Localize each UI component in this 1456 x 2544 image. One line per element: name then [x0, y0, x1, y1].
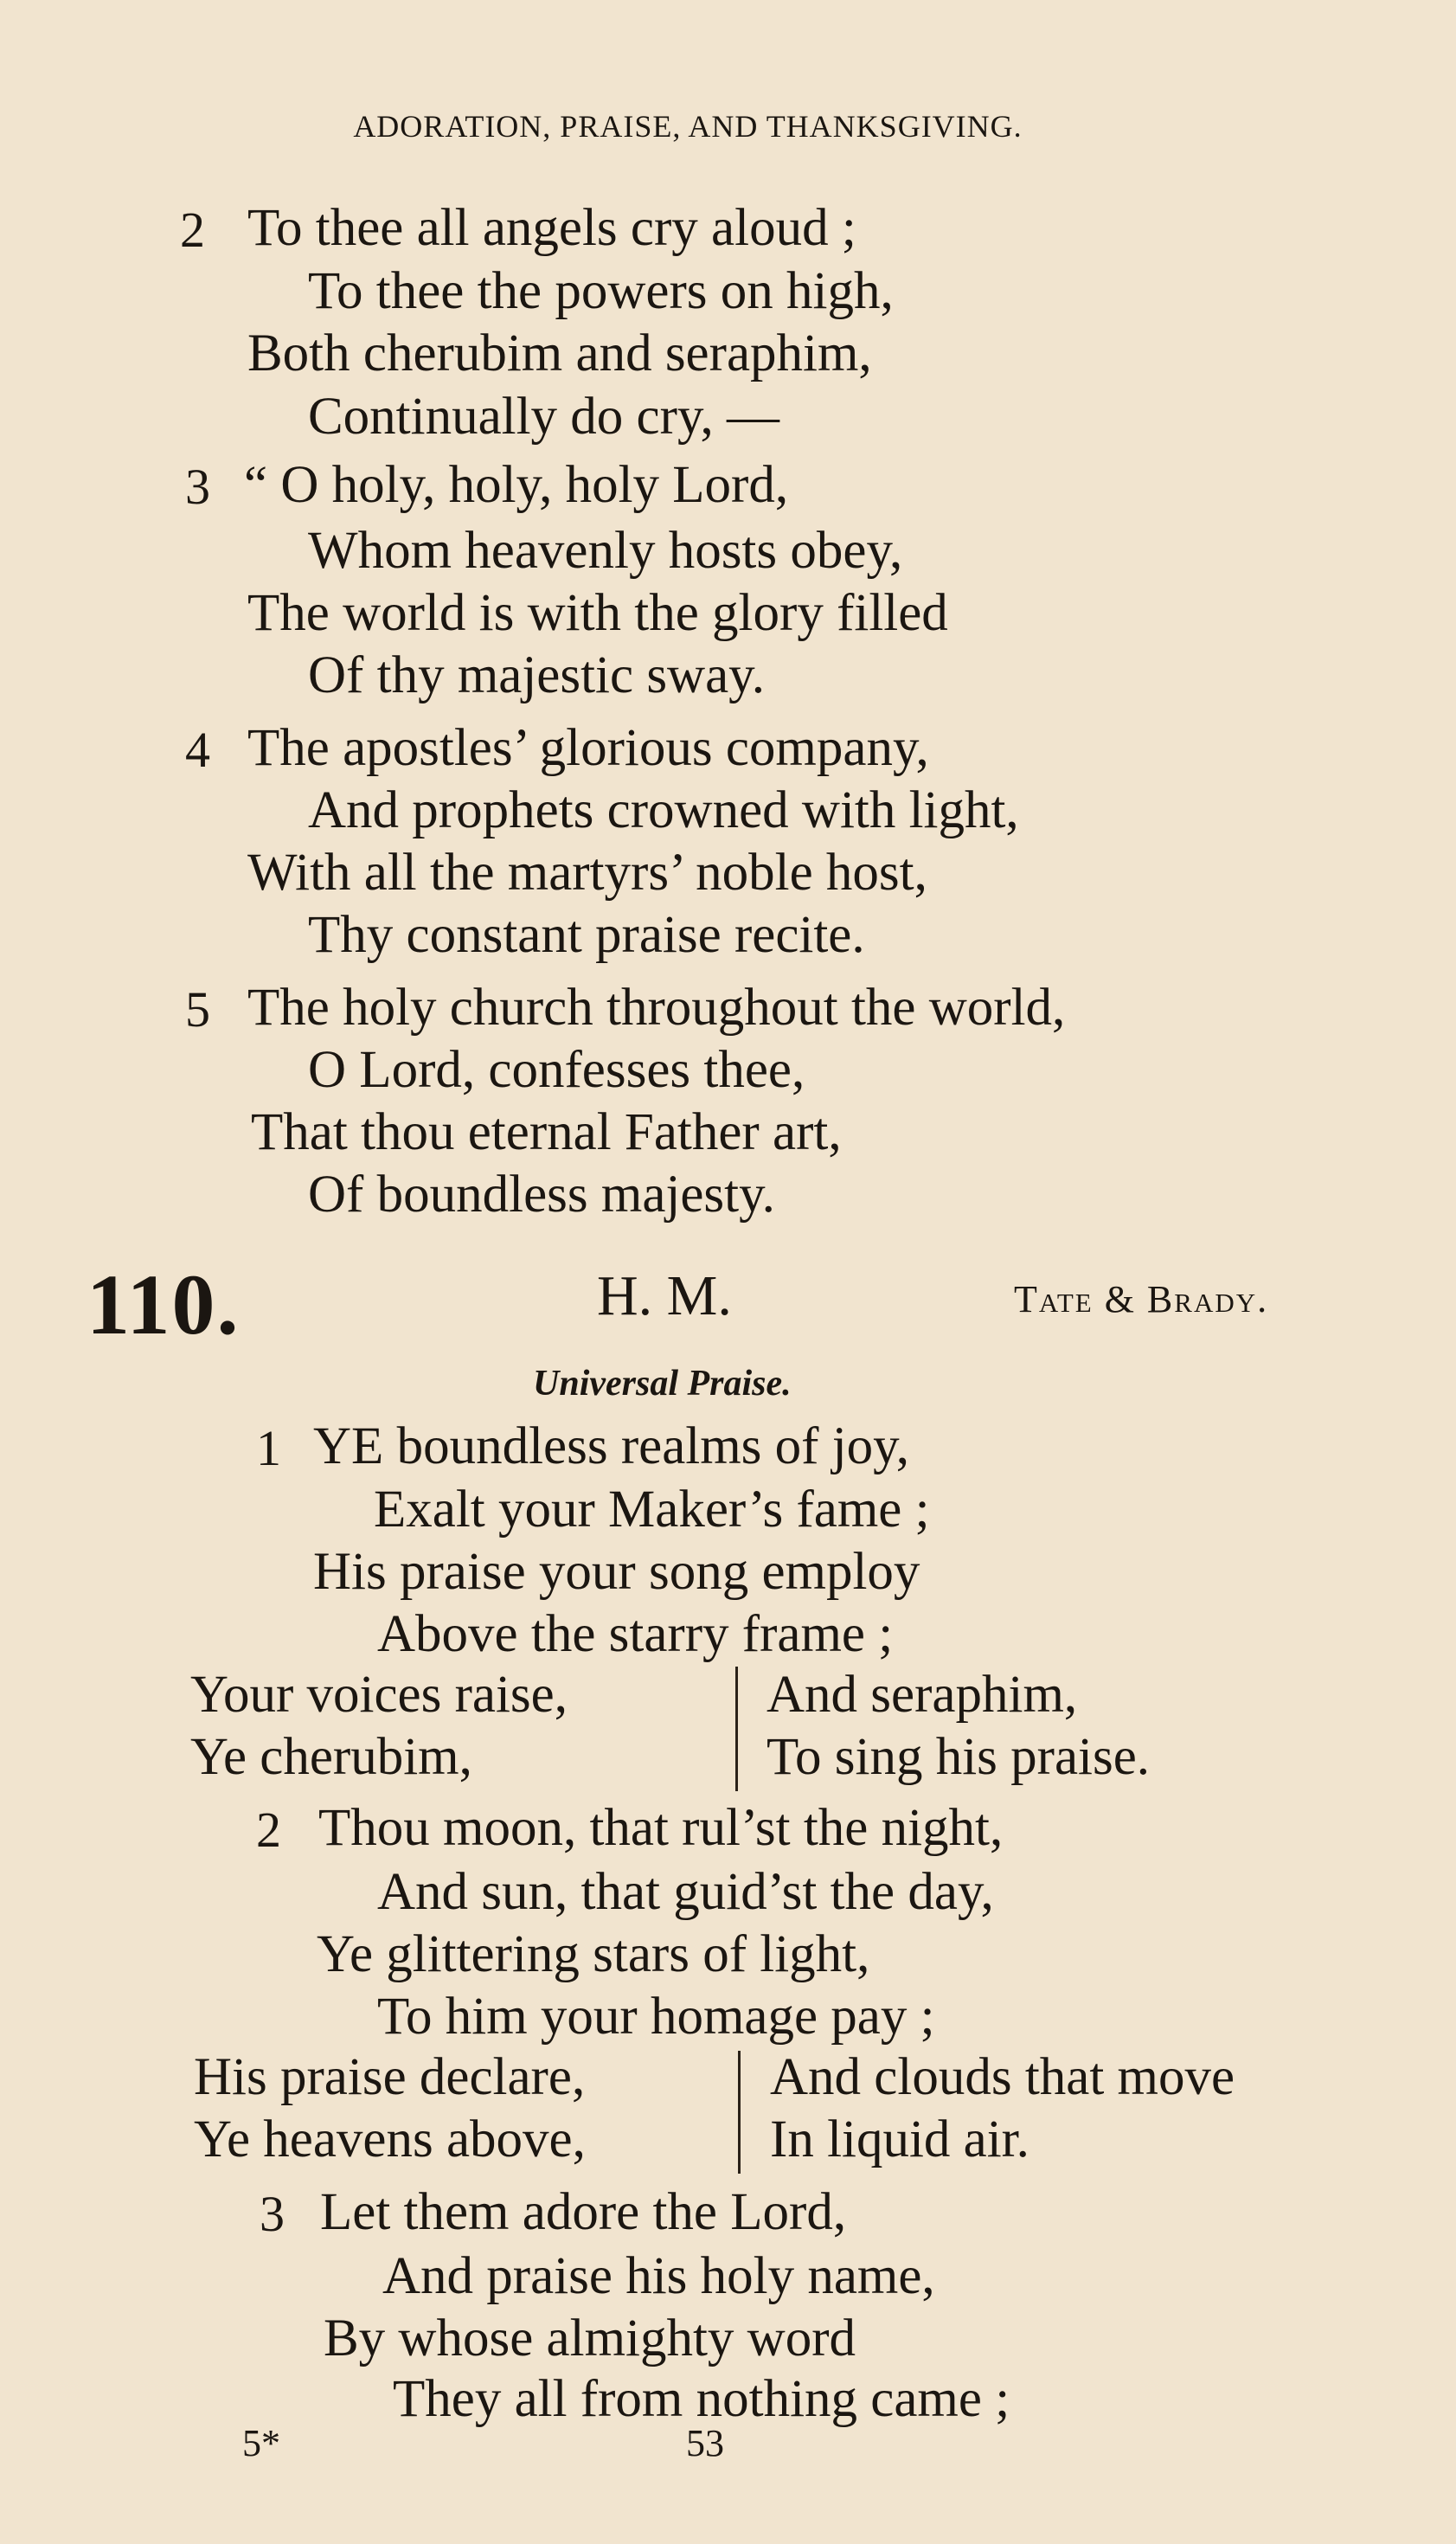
verse-line: Above the starry frame ;: [377, 1605, 894, 1663]
verse-line: That thou eternal Father art,: [251, 1103, 842, 1161]
split-line-left: Ye cherubim,: [190, 1728, 472, 1786]
verse-line: And praise his holy name,: [382, 2247, 935, 2305]
verse-line: The world is with the glory filled: [247, 584, 948, 642]
verse-line: And prophets crowned with light,: [308, 781, 1019, 839]
verse-line: Continually do cry, —: [308, 388, 779, 446]
split-line-right: In liquid air.: [770, 2110, 1029, 2168]
verse-line: The holy church throughout the world,: [247, 979, 1066, 1037]
verse-number: 1: [256, 1420, 281, 1476]
verse-line: O Lord, confesses thee,: [308, 1041, 805, 1099]
split-line-left: His praise declare,: [194, 2048, 586, 2106]
hymn-subtitle: Universal Praise.: [533, 1364, 792, 1404]
page-number: 53: [686, 2422, 724, 2464]
verse-line: With all the martyrs’ noble host,: [247, 844, 927, 902]
hymn-number: 110.: [87, 1256, 241, 1352]
verse-line: To thee the powers on high,: [308, 262, 894, 320]
signature-mark: 5*: [242, 2422, 280, 2464]
split-line-right: And clouds that move: [770, 2048, 1235, 2106]
verse-number: 3: [185, 459, 210, 515]
verse-number: 2: [256, 1802, 281, 1858]
verse-line: Thou moon, that rul’st the night,: [318, 1799, 1004, 1857]
verse-line: Both cherubim and seraphim,: [247, 324, 872, 382]
verse-line: Let them adore the Lord,: [320, 2183, 847, 2241]
verse-line: And sun, that guid’st the day,: [377, 1863, 994, 1921]
split-divider: [738, 2051, 741, 2174]
split-line-right: To sing his praise.: [766, 1728, 1151, 1786]
running-header: ADORATION, PRAISE, AND THANKSGIVING.: [353, 109, 1023, 144]
verse-line: To thee all angels cry aloud ;: [247, 199, 856, 257]
verse-line: YE boundless realms of joy,: [313, 1417, 909, 1475]
verse-line: By whose almighty word: [324, 2310, 856, 2367]
split-divider: [735, 1667, 738, 1791]
verse-line: Of boundless majesty.: [308, 1166, 775, 1224]
verse-line: To him your homage pay ;: [377, 1988, 935, 2046]
verse-line: The apostles’ glorious company,: [247, 719, 929, 777]
verse-number: 5: [185, 981, 210, 1038]
split-line-right: And seraphim,: [766, 1666, 1078, 1724]
verse-line: His praise your song employ: [313, 1543, 920, 1601]
verse-line: Exalt your Maker’s fame ;: [374, 1481, 930, 1539]
verse-line: Of thy majestic sway.: [308, 646, 765, 704]
verse-line: Whom heavenly hosts obey,: [308, 522, 903, 580]
verse-number: 4: [185, 722, 210, 778]
verse-line: Thy constant praise recite.: [308, 906, 865, 964]
verse-number: 3: [260, 2186, 285, 2242]
hymn-author: Tate & Brady.: [1014, 1278, 1269, 1320]
verse-line: Ye glittering stars of light,: [317, 1925, 870, 1983]
split-line-left: Your voices raise,: [190, 1666, 568, 1724]
verse-line: “ O holy, holy, holy Lord,: [244, 456, 789, 514]
verse-number: 2: [180, 202, 205, 258]
hymn-meter: H. M.: [597, 1264, 732, 1327]
verse-line: They all from nothing came ;: [393, 2370, 1010, 2428]
split-line-left: Ye heavens above,: [194, 2110, 586, 2168]
